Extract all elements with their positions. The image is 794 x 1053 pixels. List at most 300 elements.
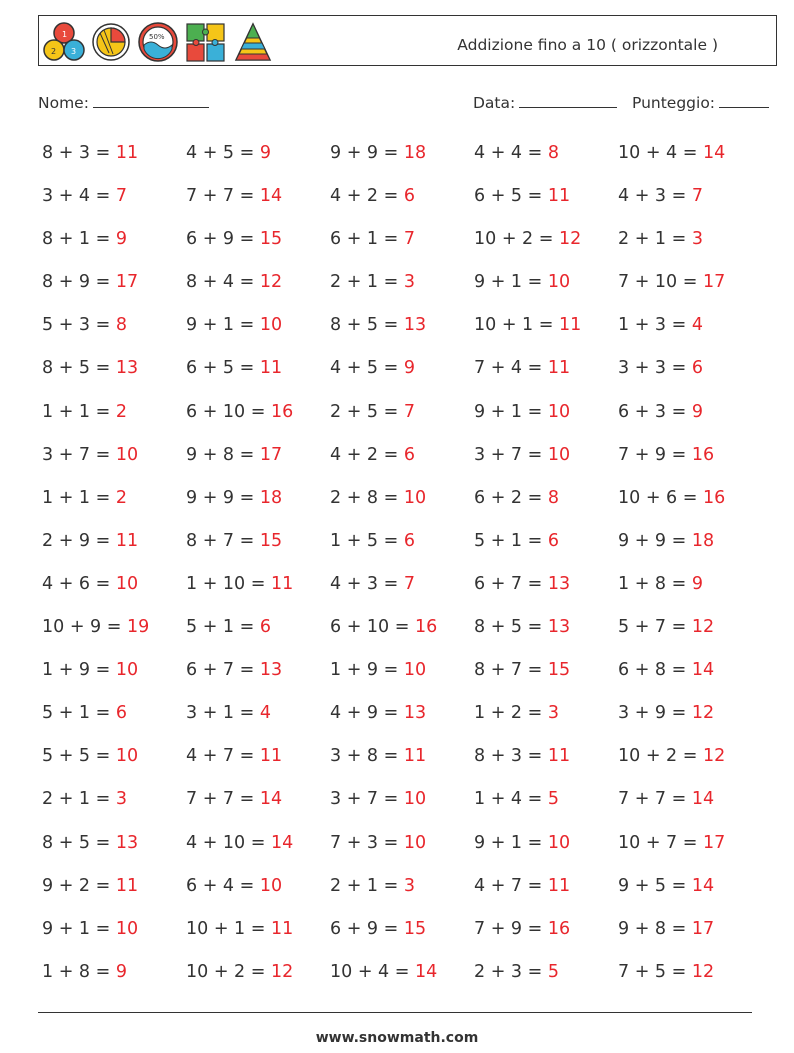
problem-equation: 7 + 7 = (186, 186, 260, 207)
problem-equation: 6 + 5 = (186, 358, 260, 379)
problem-answer: 14 (259, 789, 283, 810)
problem-equation: 7 + 10 = (618, 272, 703, 293)
problem-equation: 8 + 5 = (42, 358, 116, 379)
problem-cell (330, 919, 474, 962)
problem-answer: 11 (558, 315, 582, 336)
problem-answer: 10 (115, 746, 139, 767)
problem-cell (42, 833, 186, 876)
problem-answer: 9 (403, 358, 415, 379)
problem-equation: 9 + 1 = (474, 272, 548, 293)
problem-cell (618, 574, 762, 617)
problem-equation: 8 + 7 = (474, 660, 548, 681)
problem-cell (42, 488, 186, 531)
problem-cell (186, 617, 330, 660)
footer-url: www.snowmath.com (315, 1030, 479, 1046)
problem-answer: 5 (547, 961, 559, 982)
problem-answer: 16 (702, 487, 726, 508)
problem-answer: 11 (115, 530, 139, 551)
problem-row (42, 531, 762, 574)
problem-cell (618, 746, 762, 789)
problem-equation: 10 + 2 = (474, 229, 559, 250)
problem-equation: 8 + 5 = (330, 315, 404, 336)
problem-row (42, 358, 762, 401)
problem-cell (42, 703, 186, 746)
problem-cell (186, 703, 330, 746)
problem-answer: 12 (270, 961, 294, 982)
problem-cell (42, 574, 186, 617)
problem-cell (330, 617, 474, 660)
problem-cell (186, 746, 330, 789)
problem-cell (186, 531, 330, 574)
problem-equation: 7 + 5 = (618, 961, 692, 982)
problem-answer: 2 (115, 487, 127, 508)
problem-cell (474, 703, 618, 746)
problem-answer: 9 (115, 229, 127, 250)
problem-equation: 2 + 1 = (42, 789, 116, 810)
problem-equation: 1 + 4 = (474, 789, 548, 810)
problem-equation: 8 + 3 = (42, 143, 116, 163)
problem-row (42, 660, 762, 703)
problem-equation: 6 + 3 = (618, 401, 692, 422)
problem-answer: 5 (547, 789, 559, 810)
problem-cell (474, 919, 618, 962)
problem-equation: 7 + 9 = (474, 918, 548, 939)
problem-row (42, 445, 762, 488)
problem-cell (330, 488, 474, 531)
problem-equation: 3 + 4 = (42, 186, 116, 207)
problem-equation: 3 + 8 = (330, 746, 404, 767)
problem-cell (330, 876, 474, 919)
problem-answer: 13 (547, 617, 571, 638)
problem-row (42, 789, 762, 832)
problem-answer: 6 (259, 617, 271, 638)
problem-cell (618, 617, 762, 660)
problem-equation: 8 + 3 = (474, 746, 548, 767)
svg-text:3: 3 (71, 47, 77, 56)
name-line (93, 93, 209, 108)
problem-equation: 7 + 7 = (618, 789, 692, 810)
problem-answer: 16 (270, 401, 294, 422)
problem-cell (474, 143, 618, 186)
problem-equation: 2 + 1 = (330, 272, 404, 293)
problem-answer: 14 (702, 143, 726, 163)
problem-row (42, 919, 762, 962)
problem-cell (186, 833, 330, 876)
problem-row (42, 617, 762, 660)
problem-answer: 6 (115, 703, 127, 724)
problem-equation: 7 + 7 = (186, 789, 260, 810)
problem-cell (618, 315, 762, 358)
problem-cell (618, 445, 762, 488)
problem-equation: 6 + 4 = (186, 875, 260, 896)
problem-cell (474, 574, 618, 617)
problem-cell (186, 574, 330, 617)
problem-cell (186, 315, 330, 358)
problem-equation: 6 + 10 = (330, 617, 415, 638)
problem-answer: 7 (691, 186, 703, 207)
problem-answer: 18 (259, 487, 283, 508)
score-label: Punteggio: (632, 94, 716, 112)
problem-answer: 17 (702, 272, 726, 293)
problem-answer: 3 (403, 272, 415, 293)
problem-cell (474, 358, 618, 401)
problem-answer: 11 (547, 746, 571, 767)
problem-cell (42, 789, 186, 832)
problem-cell (330, 746, 474, 789)
problem-answer: 6 (403, 530, 415, 551)
problem-answer: 18 (691, 530, 715, 551)
problem-equation: 6 + 7 = (474, 573, 548, 594)
problem-equation: 9 + 2 = (42, 875, 116, 896)
problem-answer: 10 (115, 573, 139, 594)
problem-equation: 1 + 9 = (330, 660, 404, 681)
problem-row (42, 143, 762, 186)
problem-equation: 4 + 5 = (330, 358, 404, 379)
problem-answer: 14 (270, 832, 294, 853)
problem-cell (42, 402, 186, 445)
problem-answer: 2 (115, 401, 127, 422)
problem-row (42, 962, 762, 1005)
problem-answer: 17 (691, 918, 715, 939)
problem-cell (330, 531, 474, 574)
problem-answer: 6 (403, 186, 415, 207)
problem-equation: 9 + 1 = (474, 401, 548, 422)
problem-cell (618, 660, 762, 703)
problem-equation: 3 + 7 = (42, 444, 116, 465)
problem-answer: 9 (691, 573, 703, 594)
problem-equation: 6 + 2 = (474, 487, 548, 508)
problem-answer: 4 (259, 703, 271, 724)
problem-answer: 13 (115, 832, 139, 853)
problem-answer: 19 (126, 617, 150, 638)
problem-equation: 2 + 8 = (330, 487, 404, 508)
problem-cell (330, 445, 474, 488)
problem-cell (618, 488, 762, 531)
name-label: Nome: (38, 94, 89, 112)
problem-equation: 9 + 8 = (618, 918, 692, 939)
problem-cell (186, 229, 330, 272)
problem-equation: 9 + 5 = (618, 875, 692, 896)
problem-answer: 14 (691, 789, 715, 810)
problem-answer: 10 (403, 832, 427, 853)
score-field[interactable] (632, 93, 769, 112)
problem-answer: 7 (403, 401, 415, 422)
problem-answer: 15 (259, 530, 283, 551)
problem-row (42, 703, 762, 746)
problem-cell (474, 789, 618, 832)
date-field[interactable] (473, 93, 617, 112)
problem-equation: 1 + 2 = (474, 703, 548, 724)
problem-row (42, 876, 762, 919)
problem-cell (186, 962, 330, 1005)
problem-equation: 6 + 1 = (330, 229, 404, 250)
problem-cell (618, 272, 762, 315)
problem-equation: 10 + 4 = (330, 961, 415, 982)
problem-answer: 12 (691, 961, 715, 982)
problem-answer: 13 (115, 358, 139, 379)
problem-cell (330, 962, 474, 1005)
problem-equation: 6 + 7 = (186, 660, 260, 681)
problem-cell (618, 402, 762, 445)
problem-answer: 10 (259, 875, 283, 896)
problem-answer: 14 (691, 875, 715, 896)
problem-equation: 2 + 1 = (330, 875, 404, 896)
problem-answer: 6 (691, 358, 703, 379)
problem-cell (474, 186, 618, 229)
problem-cell (42, 531, 186, 574)
problem-cell (42, 962, 186, 1005)
problem-equation: 5 + 7 = (618, 617, 692, 638)
problem-cell (618, 186, 762, 229)
problem-answer: 7 (403, 229, 415, 250)
problem-cell (186, 402, 330, 445)
problem-equation: 6 + 8 = (618, 660, 692, 681)
problem-equation: 3 + 9 = (618, 703, 692, 724)
problem-cell (42, 143, 186, 186)
problem-answer: 11 (547, 875, 571, 896)
problem-equation: 7 + 9 = (618, 444, 692, 465)
problem-equation: 10 + 2 = (618, 746, 703, 767)
problem-cell (42, 229, 186, 272)
problem-answer: 7 (115, 186, 127, 207)
problem-equation: 4 + 2 = (330, 186, 404, 207)
problem-cell (618, 789, 762, 832)
problem-cell (474, 315, 618, 358)
problem-answer: 9 (115, 961, 127, 982)
problem-equation: 10 + 6 = (618, 487, 703, 508)
problem-answer: 10 (115, 444, 139, 465)
problem-answer: 17 (702, 832, 726, 853)
problem-cell (618, 229, 762, 272)
problem-equation: 4 + 3 = (618, 186, 692, 207)
problem-equation: 9 + 9 = (330, 143, 404, 163)
problem-answer: 10 (403, 487, 427, 508)
problem-equation: 4 + 9 = (330, 703, 404, 724)
date-line (519, 93, 617, 108)
problem-answer: 15 (259, 229, 283, 250)
problem-equation: 1 + 1 = (42, 401, 116, 422)
problem-cell (330, 229, 474, 272)
problem-answer: 11 (259, 358, 283, 379)
problem-row (42, 488, 762, 531)
problem-answer: 10 (403, 660, 427, 681)
problem-equation: 4 + 6 = (42, 573, 116, 594)
date-label: Data: (473, 94, 516, 112)
score-line (719, 93, 769, 108)
problem-answer: 17 (115, 272, 139, 293)
problem-equation: 7 + 4 = (474, 358, 548, 379)
footer-divider (38, 1012, 752, 1013)
problem-equation: 6 + 5 = (474, 186, 548, 207)
problem-cell (474, 876, 618, 919)
problem-equation: 8 + 5 = (474, 617, 548, 638)
problem-answer: 12 (691, 703, 715, 724)
problem-equation: 1 + 8 = (42, 961, 116, 982)
problem-cell (330, 143, 474, 186)
problem-cell (330, 574, 474, 617)
svg-text:1: 1 (62, 30, 68, 39)
problem-cell (186, 445, 330, 488)
problem-cell (186, 660, 330, 703)
problem-cell (42, 358, 186, 401)
worksheet-title: Addizione fino a 10 ( orizzontale ) (457, 36, 718, 54)
problem-equation: 5 + 1 = (474, 530, 548, 551)
problem-row (42, 229, 762, 272)
problem-equation: 10 + 7 = (618, 832, 703, 853)
problem-answer: 11 (270, 918, 294, 939)
problem-answer: 10 (547, 444, 571, 465)
problem-cell (330, 703, 474, 746)
problem-answer: 10 (403, 789, 427, 810)
problem-answer: 3 (691, 229, 703, 250)
problem-equation: 2 + 5 = (330, 401, 404, 422)
problem-equation: 4 + 3 = (330, 573, 404, 594)
problem-cell (42, 617, 186, 660)
problem-cell (330, 789, 474, 832)
problem-equation: 2 + 1 = (618, 229, 692, 250)
problem-equation: 7 + 3 = (330, 832, 404, 853)
problem-answer: 11 (115, 875, 139, 896)
problem-equation: 6 + 9 = (330, 918, 404, 939)
problem-cell (42, 186, 186, 229)
problem-cell (330, 402, 474, 445)
problem-answer: 11 (115, 143, 139, 163)
problem-answer: 11 (259, 746, 283, 767)
problem-cell (330, 186, 474, 229)
problem-answer: 11 (270, 573, 294, 594)
problem-answer: 15 (547, 660, 571, 681)
problem-answer: 10 (115, 918, 139, 939)
problem-equation: 1 + 8 = (618, 573, 692, 594)
problem-row (42, 833, 762, 876)
problem-equation: 1 + 3 = (618, 315, 692, 336)
problem-cell (186, 919, 330, 962)
problem-cell (330, 358, 474, 401)
problem-equation: 6 + 10 = (186, 401, 271, 422)
problem-cell (330, 660, 474, 703)
problem-row (42, 272, 762, 315)
problem-equation: 9 + 1 = (186, 315, 260, 336)
problem-answer: 13 (259, 660, 283, 681)
problem-answer: 7 (403, 573, 415, 594)
problem-equation: 4 + 7 = (474, 875, 548, 896)
numbers-circles-icon (43, 21, 85, 63)
problem-equation: 3 + 7 = (330, 789, 404, 810)
problem-cell (42, 746, 186, 789)
problem-cell (330, 272, 474, 315)
problem-answer: 9 (691, 401, 703, 422)
problem-cell (42, 445, 186, 488)
problem-cell (186, 143, 330, 186)
problem-cell (474, 833, 618, 876)
problem-answer: 10 (547, 401, 571, 422)
problem-equation: 9 + 1 = (474, 832, 548, 853)
problem-equation: 8 + 4 = (186, 272, 260, 293)
problem-cell (42, 272, 186, 315)
problem-answer: 11 (547, 358, 571, 379)
problem-equation: 10 + 2 = (186, 961, 271, 982)
problem-answer: 8 (547, 143, 559, 163)
problem-answer: 12 (691, 617, 715, 638)
problem-cell (618, 531, 762, 574)
problem-equation: 10 + 1 = (474, 315, 559, 336)
problem-answer: 17 (259, 444, 283, 465)
problem-answer: 13 (403, 315, 427, 336)
problem-answer: 3 (403, 875, 415, 896)
problem-answer: 12 (259, 272, 283, 293)
problem-grid (42, 143, 762, 1005)
problem-answer: 16 (414, 617, 438, 638)
problem-answer: 12 (558, 229, 582, 250)
problem-equation: 4 + 2 = (330, 444, 404, 465)
problem-answer: 11 (403, 746, 427, 767)
problem-row (42, 574, 762, 617)
problem-answer: 8 (115, 315, 127, 336)
problem-equation: 8 + 9 = (42, 272, 116, 293)
problem-answer: 3 (547, 703, 559, 724)
problem-answer: 15 (403, 918, 427, 939)
problem-equation: 8 + 1 = (42, 229, 116, 250)
problem-answer: 14 (414, 961, 438, 982)
problem-cell (474, 617, 618, 660)
problem-equation: 9 + 1 = (42, 918, 116, 939)
problem-answer: 14 (691, 660, 715, 681)
problem-answer: 6 (403, 444, 415, 465)
problem-answer: 3 (115, 789, 127, 810)
problem-answer: 8 (547, 487, 559, 508)
problem-equation: 5 + 1 = (42, 703, 116, 724)
problem-cell (330, 833, 474, 876)
problem-cell (42, 876, 186, 919)
problem-answer: 9 (259, 143, 271, 163)
problem-equation: 5 + 1 = (186, 617, 260, 638)
problem-answer: 6 (547, 530, 559, 551)
problem-cell (474, 746, 618, 789)
problem-equation: 1 + 10 = (186, 573, 271, 594)
problem-row (42, 746, 762, 789)
problem-cell (186, 358, 330, 401)
problem-answer: 10 (115, 660, 139, 681)
problem-equation: 4 + 5 = (186, 143, 260, 163)
problem-cell (474, 962, 618, 1005)
problem-cell (42, 919, 186, 962)
problem-cell (474, 660, 618, 703)
problem-equation: 9 + 9 = (186, 487, 260, 508)
problem-equation: 3 + 1 = (186, 703, 260, 724)
problem-cell (618, 919, 762, 962)
problem-cell (474, 531, 618, 574)
problem-equation: 1 + 5 = (330, 530, 404, 551)
problem-answer: 18 (403, 143, 427, 163)
problem-cell (474, 402, 618, 445)
problem-equation: 2 + 9 = (42, 530, 116, 551)
problem-equation: 4 + 4 = (474, 143, 548, 163)
problem-equation: 1 + 9 = (42, 660, 116, 681)
problem-cell (618, 833, 762, 876)
percent-circle-icon (137, 21, 179, 63)
svg-text:2: 2 (51, 47, 57, 56)
problem-equation: 4 + 10 = (186, 832, 271, 853)
problem-cell (186, 876, 330, 919)
worksheet-header (38, 15, 777, 66)
problem-answer: 10 (547, 832, 571, 853)
problem-row (42, 315, 762, 358)
problem-equation: 8 + 5 = (42, 832, 116, 853)
name-field[interactable] (38, 93, 209, 112)
problem-answer: 13 (547, 573, 571, 594)
problem-answer: 11 (547, 186, 571, 207)
problem-equation: 10 + 1 = (186, 918, 271, 939)
